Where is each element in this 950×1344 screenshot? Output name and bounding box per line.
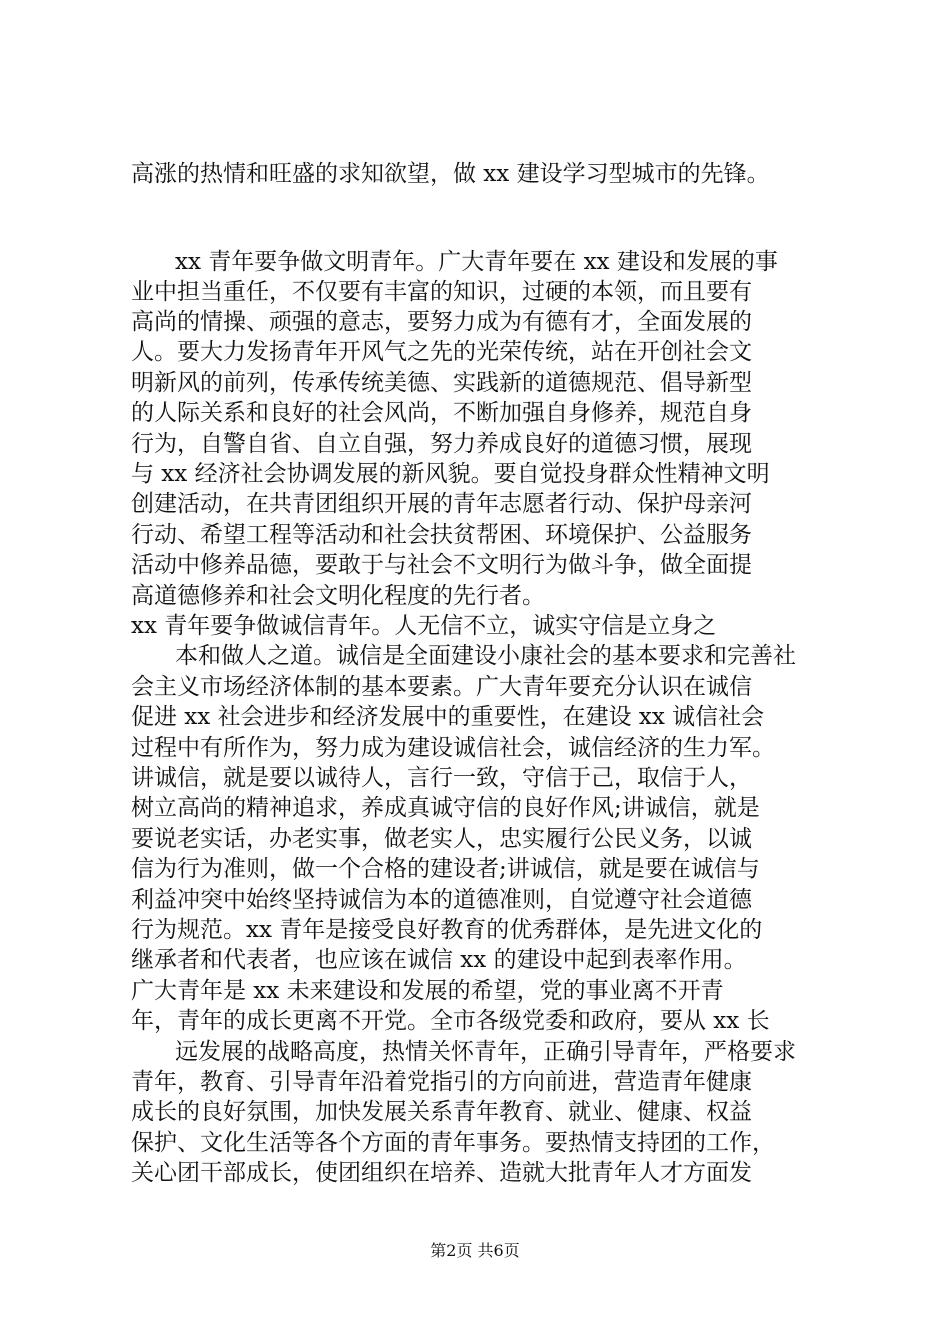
text-line: 明新风的前列，传承传统美德、实践新的道德规范、倡导新型: [131, 370, 752, 396]
text-line: 行为规范。xx 青年是接受良好教育的优秀群体，是先进文化的: [131, 917, 763, 943]
page-number-footer: 第2页 共6页: [430, 1241, 520, 1260]
text-line: 年，青年的成长更离不开党。全市各级党委和政府，要从 xx 长: [131, 1008, 770, 1034]
text-line: 行动、希望工程等活动和社会扶贫帮困、环境保护、公益服务: [131, 522, 752, 548]
text-line: 信为行为准则，做一个合格的建设者;讲诚信，就是要在诚信与: [131, 856, 760, 882]
text-line: 关心团干部成长，使团组织在培养、造就大批青年人才方面发: [131, 1160, 752, 1186]
text-line: 过程中有所作为，努力成为建设诚信社会，诚信经济的生力军。: [131, 735, 775, 761]
text-line: 活动中修养品德，要敢于与社会不文明行为做斗争，做全面提: [131, 552, 752, 578]
text-line: 创建活动，在共青团组织开展的青年志愿者行动、保护母亲河: [131, 491, 752, 517]
text-line: 要说老实话，办老实事，做老实人，忠实履行公民义务，以诚: [131, 826, 752, 852]
text-line: 利益冲突中始终坚持诚信为本的道德准则，自觉遵守社会道德: [131, 887, 752, 913]
text-line: 继承者和代表者，也应该在诚信 xx 的建设中起到表率作用。: [131, 947, 747, 973]
text-line: xx 青年要争做文明青年。广大青年要在 xx 建设和发展的事: [175, 249, 778, 275]
text-line: 树立高尚的精神追求，养成真诚守信的良好作风;讲诚信，就是: [131, 795, 760, 821]
text-line: 讲诚信，就是要以诚待人，言行一致，守信于己，取信于人，: [131, 765, 752, 791]
text-line: 促进 xx 社会进步和经济发展中的重要性，在建设 xx 诚信社会: [131, 704, 765, 730]
text-line: 会主义市场经济体制的基本要素。广大青年要充分认识在诚信: [131, 674, 752, 700]
text-line: 保护、文化生活等各个方面的青年事务。要热情支持团的工作，: [131, 1130, 775, 1156]
text-line: 广大青年是 xx 未来建设和发展的希望，党的事业离不开青: [131, 978, 724, 1004]
text-line: 人。要大力发扬青年开风气之先的光荣传统，站在开创社会文: [131, 339, 752, 365]
text-line: 成长的良好氛围，加快发展关系青年教育、就业、健康、权益: [131, 1099, 752, 1125]
text-line: 本和做人之道。诚信是全面建设小康社会的基本要求和完善社: [175, 643, 796, 669]
text-line: 高涨的热情和旺盛的求知欲望，做 xx 建设学习型城市的先锋。: [131, 161, 770, 187]
text-line: 行为，自警自省、自立自强，努力养成良好的道德习惯，展现: [131, 431, 752, 457]
text-line: 与 xx 经济社会协调发展的新风貌。要自觉投身群众性精神文明: [131, 461, 770, 487]
text-line: xx 青年要争做诚信青年。人无信不立，诚实守信是立身之: [131, 613, 717, 639]
text-line: 青年，教育、引导青年沿着党指引的方向前进，营造青年健康: [131, 1069, 752, 1095]
text-line: 的人际关系和良好的社会风尚，不断加强自身修养，规范自身: [131, 400, 752, 426]
text-line: 高尚的情操、顽强的意志，要努力成为有德有才，全面发展的: [131, 309, 752, 335]
text-line: 远发展的战略高度，热情关怀青年，正确引导青年，严格要求: [175, 1039, 796, 1065]
text-line: 高道德修养和社会文明化程度的先行者。: [131, 583, 545, 609]
text-line: 业中担当重任，不仅要有丰富的知识，过硬的本领，而且要有: [131, 279, 752, 305]
